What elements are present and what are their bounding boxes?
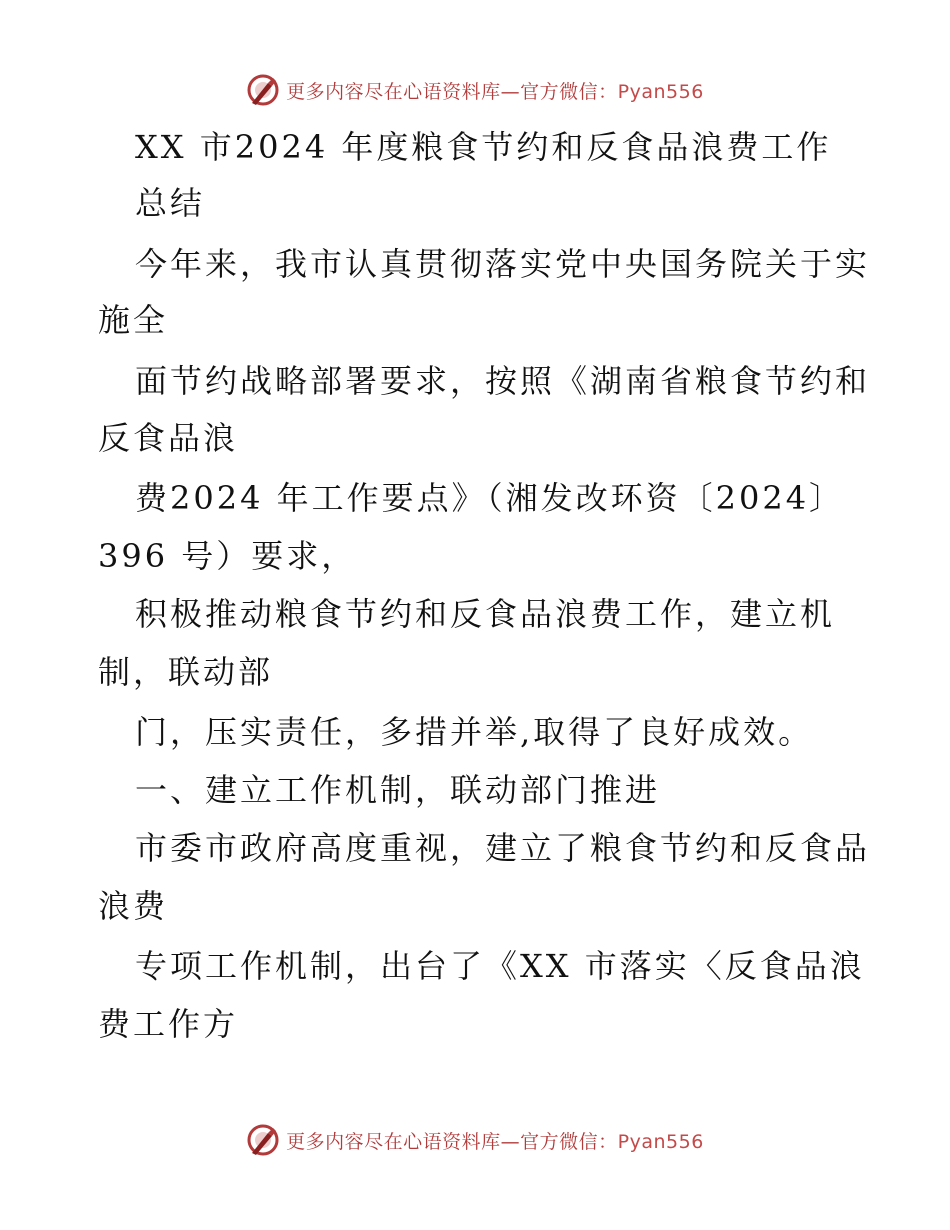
- pen-seal-logo-icon: [246, 73, 280, 107]
- footer-banner-text: [286, 1127, 704, 1154]
- header-wechat-id: Pyan556: [617, 80, 704, 103]
- paragraph-line: 积极推动粮食节约和反食品浪费工作，建立机: [135, 595, 836, 633]
- paragraph-line: 市委市政府高度重视，建立了粮食节约和反食品: [135, 829, 871, 867]
- doc-title-line-2: 总结: [135, 184, 206, 222]
- paragraph-line: 制，联动部: [98, 653, 274, 691]
- paragraph-line: 396 号）要求，: [98, 537, 357, 575]
- paragraph-line: 今年来，我市认真贯彻落实党中央国务院关于实: [135, 245, 871, 283]
- paragraph-line: 门，压实责任，多措并举,取得了良好成效。: [135, 713, 814, 751]
- paragraph-line: 浪费: [98, 887, 169, 925]
- paragraph-line: 施全: [98, 301, 169, 339]
- header-banner: [0, 70, 950, 110]
- paragraph-line: 费工作方: [98, 1005, 239, 1043]
- doc-title-line-1: XX 市2024 年度粮食节约和反食品浪费工作: [135, 128, 832, 166]
- pen-seal-logo-icon: [246, 1123, 280, 1157]
- section-heading: 一、建立工作机制，联动部门推进: [135, 771, 661, 809]
- header-banner-text: [286, 77, 704, 104]
- paragraph-line: 费2024 年工作要点》（湘发改环资〔2024〕: [135, 479, 845, 517]
- footer-banner: [0, 1120, 950, 1160]
- paragraph-line: 面节约战略部署要求，按照《湖南省粮食节约和: [135, 362, 871, 400]
- footer-wechat-id: Pyan556: [617, 1130, 704, 1153]
- paragraph-line: 专项工作机制，出台了《XX 市落实〈反食品浪: [135, 947, 865, 985]
- paragraph-line: 反食品浪: [98, 419, 239, 457]
- footer-banner-label: 更多内容尽在心语资料库—官方微信：: [286, 1130, 618, 1153]
- header-banner-label: 更多内容尽在心语资料库—官方微信：: [286, 80, 618, 103]
